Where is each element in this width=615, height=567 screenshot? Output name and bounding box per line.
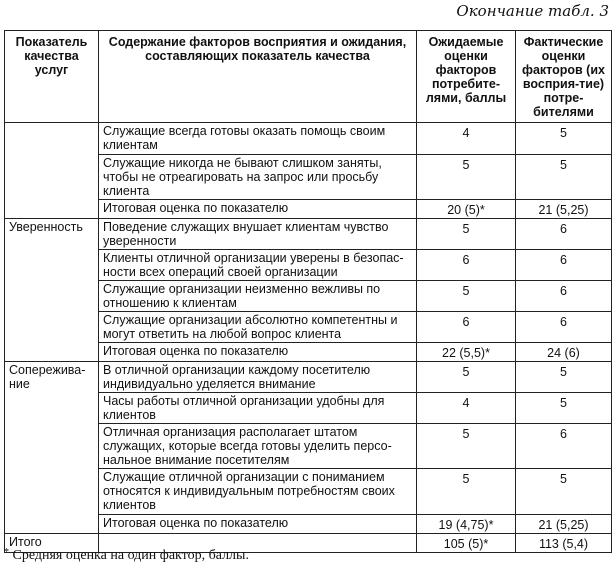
subtotal-label: Итоговая оценка по показателю bbox=[99, 343, 417, 362]
factor-cell: Служащие организации неизменно вежливы по отношению к клиентам bbox=[99, 281, 417, 312]
actual-cell: 5 bbox=[516, 362, 612, 393]
expected-cell: 6 bbox=[417, 250, 516, 281]
expected-cell: 6 bbox=[417, 312, 516, 343]
actual-cell: 5 bbox=[516, 123, 612, 155]
expected-cell: 5 bbox=[417, 155, 516, 200]
subtotal-actual: 24 (6) bbox=[516, 343, 612, 362]
header-content: Содержание факторов восприятия и ожидания, составляющих показатель качества bbox=[99, 31, 417, 123]
factor-cell: В отличной организации каждому посетителю индивидуально уделяется внимание bbox=[99, 362, 417, 393]
total-expected: 105 (5)* bbox=[417, 534, 516, 553]
subtotal-label: Итоговая оценка по показателю bbox=[99, 515, 417, 534]
footnote bbox=[4, 547, 249, 564]
expected-cell: 5 bbox=[417, 469, 516, 515]
actual-cell: 6 bbox=[516, 424, 612, 469]
expected-cell: 5 bbox=[417, 219, 516, 250]
footnote-text: Средняя оценка на один фактор, баллы. bbox=[12, 548, 249, 563]
expected-cell: 5 bbox=[417, 362, 516, 393]
factor-cell: Часы работы отличной организации удобны для клиентов bbox=[99, 393, 417, 424]
factor-cell: Служащие организации абсолютно компетентны и могут ответить на любой вопрос клиента bbox=[99, 312, 417, 343]
header-actual: Фактические оценки факторов (их восприя-тие) потре-бителями bbox=[516, 31, 612, 123]
subtotal-label: Итоговая оценка по показателю bbox=[99, 200, 417, 219]
subtotal-expected: 22 (5,5)* bbox=[417, 343, 516, 362]
actual-cell: 5 bbox=[516, 393, 612, 424]
header-indicator: Показатель качества услуг bbox=[5, 31, 99, 123]
expected-cell: 5 bbox=[417, 424, 516, 469]
table-row bbox=[5, 362, 612, 393]
subtotal-expected: 19 (4,75)* bbox=[417, 515, 516, 534]
header-row bbox=[5, 31, 612, 123]
subtotal-actual: 21 (5,25) bbox=[516, 200, 612, 219]
factor-cell: Отличная организация располагает штатом служащих, которые всегда готовы уделить персо-нальное внимание посетителям bbox=[99, 424, 417, 469]
table-row bbox=[5, 219, 612, 250]
actual-cell: 5 bbox=[516, 155, 612, 200]
table-row bbox=[5, 123, 612, 155]
category-cell: Сопережива-ние bbox=[5, 362, 99, 534]
expected-cell: 5 bbox=[417, 281, 516, 312]
factor-cell: Клиенты отличной организации уверены в безопас-ности всех операций своей организации bbox=[99, 250, 417, 281]
actual-cell: 6 bbox=[516, 219, 612, 250]
actual-cell: 5 bbox=[516, 469, 612, 515]
header-expected: Ожидаемые оценки факторов потребите-лями, баллы bbox=[417, 31, 516, 123]
actual-cell: 6 bbox=[516, 250, 612, 281]
footnote-mark: * bbox=[4, 547, 9, 558]
factor-cell: Служащие отличной организации с пониманием относятся к индивидуальным потребностям своих клиентов bbox=[99, 469, 417, 515]
table-caption: Окончание табл. 3 bbox=[456, 2, 609, 20]
category-cell: Уверенность bbox=[5, 219, 99, 362]
factor-cell: Поведение служащих внушает клиентам чувство уверенности bbox=[99, 219, 417, 250]
subtotal-actual: 21 (5,25) bbox=[516, 515, 612, 534]
factor-cell: Служащие никогда не бывают слишком заняты, чтобы не отреагировать на запрос или просьбу клиента bbox=[99, 155, 417, 200]
actual-cell: 6 bbox=[516, 312, 612, 343]
category-cell bbox=[5, 123, 99, 219]
total-actual: 113 (5,4) bbox=[516, 534, 612, 553]
quality-table bbox=[4, 30, 612, 553]
total-label: Итого bbox=[5, 534, 99, 553]
expected-cell: 4 bbox=[417, 393, 516, 424]
actual-cell: 6 bbox=[516, 281, 612, 312]
subtotal-expected: 20 (5)* bbox=[417, 200, 516, 219]
factor-cell: Служащие всегда готовы оказать помощь своим клиентам bbox=[99, 123, 417, 155]
expected-cell: 4 bbox=[417, 123, 516, 155]
